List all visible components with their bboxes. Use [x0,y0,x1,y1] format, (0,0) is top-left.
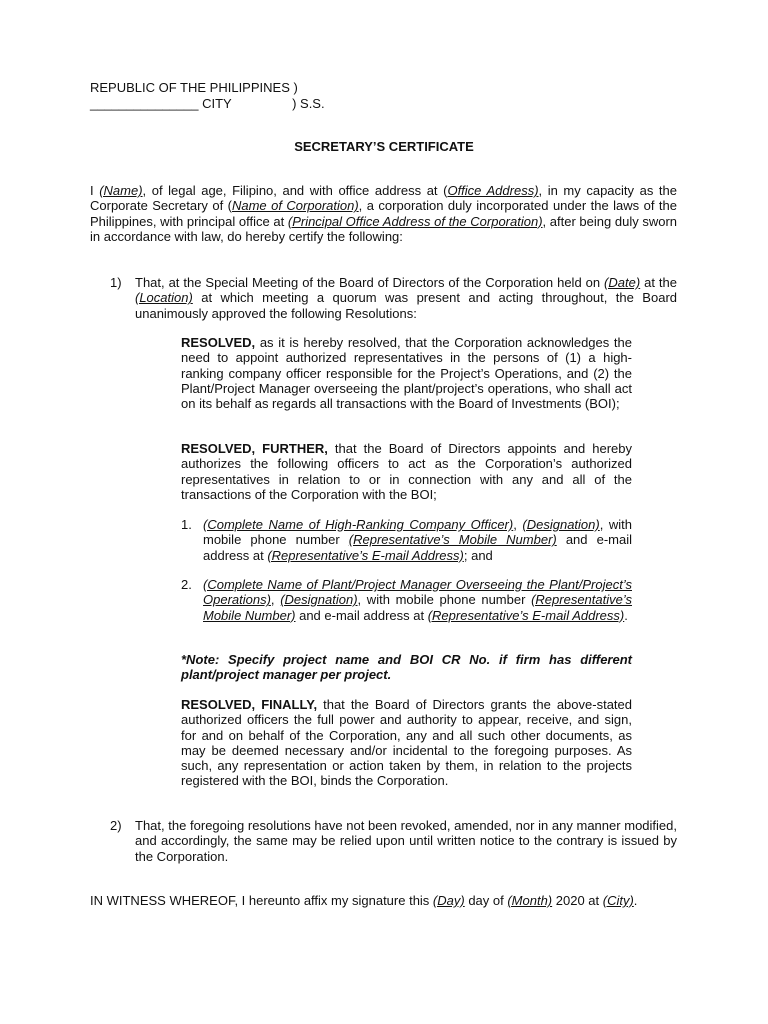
placeholder-designation: (Designation) [522,517,600,532]
list-text-part: ; and [463,547,493,563]
resolution-3 [181,697,632,789]
item-2 [110,818,677,864]
list-text-part: , with mobile phone number [357,592,532,608]
list-item-1 [181,517,632,563]
witness-text: 2020 at [552,893,603,908]
placeholder-name: (Name) [99,183,143,198]
item-number: 2) [110,818,122,833]
intro-paragraph [90,183,677,244]
intro-text: , a corporation duly incorporated under the laws of the Philippines, with principal office at [90,198,677,229]
placeholder-email: (Representative’s E-mail Address) [267,547,464,563]
placeholder-manager-name: (Complete Name of Plant/Project Manager Overseeing the Plant/Project’s Operations) [203,577,632,608]
resolution-heading: RESOLVED, FURTHER, [181,441,328,456]
venue-block [90,80,410,112]
city-blank: _______________ [90,96,199,111]
list-text [203,517,632,563]
resolution-2 [181,441,632,502]
list-text-part: and e-mail address at [295,607,428,623]
list-text-part: , [270,592,281,608]
placeholder-designation: (Designation) [280,592,358,608]
item-1 [110,275,677,321]
resolution-heading: RESOLVED, FINALLY, [181,697,318,712]
resolution-heading: RESOLVED, [181,335,256,350]
item-text: at which meeting a quorum was present and acting throughout, the Board unanimously approved the following Resolutions: [135,290,677,321]
placeholder-day: (Day) [432,893,465,908]
placeholder-city: (City) [602,893,634,908]
item-body [135,275,677,321]
intro-text: , of legal age, Filipino, and with office address at ( [142,183,448,198]
ss-label: ) S.S. [292,96,325,111]
venue-line-2 [90,96,410,112]
witness-text: IN WITNESS WHEREOF, I hereunto affix my signature this [90,893,433,908]
item-text: That, at the Special Meeting of the Board of Directors of the Corporation held on [135,275,605,290]
list-text-part: and e-mail address at [203,532,632,563]
list-number: 1. [181,517,192,532]
resolution-text: as it is hereby resolved, that the Corporation acknowledges the need to appoint authorized representatives in the persons of (1) a high-ranking company officer responsible for the Project’s Operations, and (2) the Plant/Project Manager overseeing the plant/project’s operations, who shall act on its behalf as regards all transactions with the Board of Investments (BOI); [181,335,632,412]
witness-text: day of [464,893,508,908]
venue-line-1: REPUBLIC OF THE PHILIPPINES ) [90,80,298,95]
placeholder-principal-office: (Principal Office Address of the Corporation) [287,213,543,229]
document-title: SECRETARY’S CERTIFICATE [294,139,474,154]
placeholder-date: (Date) [604,275,641,290]
placeholder-email: (Representative’s E-mail Address) [427,607,625,623]
list-text-part: , [513,517,523,532]
placeholder-mobile: (Representative’s Mobile Number) [203,592,632,623]
resolution-1 [181,335,632,411]
placeholder-corporation-name: Name of Corporation) [231,198,359,214]
witness-text: . [633,893,638,908]
placeholder-mobile: (Representative’s Mobile Number) [348,532,557,548]
list-number: 2. [181,577,192,592]
resolution-text: that the Board of Directors grants the above-stated authorized officers the full power and authority to appear, receive, and sign, for and on behalf of the Corporation, any and all such other documents, as may be deemed necessary and/or incidental to the foregoing purposes. As such, any representation or action taken by them, in relation to the projects registered with the BOI, binds the Corporation. [181,697,632,789]
list-item-2 [181,577,632,623]
placeholder-month: (Month) [507,893,553,908]
placeholder-location: (Location) [135,290,193,306]
list-text-part: , with mobile phone number [203,517,633,548]
list-text [203,577,632,623]
placeholder-office-address: Office Address) [447,183,539,198]
item-number: 1) [110,275,122,290]
placeholder-officer-name: (Complete Name of High-Ranking Company Officer) [203,517,514,532]
project-note: *Note: Specify project name and BOI CR No. if firm has different plant/project manager per project. [181,652,632,683]
intro-text: , after being duly sworn in accordance with law, do hereby certify the following: [90,213,678,244]
witness-paragraph [90,893,677,908]
intro-text: I [90,183,100,198]
list-text-part: . [624,607,628,623]
item-body: That, the foregoing resolutions have not been revoked, amended, nor in any manner modified, and accordingly, the same may be relied upon until written notice to the contrary is issued by the Corporation. [135,818,677,864]
resolution-text: that the Board of Directors appoints and hereby authorizes the following officers to act as the Corporation’s authorized representatives in relation to or in connection with any and all of the transactions of the Corporation with the BOI; [181,441,632,502]
intro-text: , in my capacity as the Corporate Secretary of ( [90,183,677,214]
item-text: at the [640,275,677,290]
city-label: CITY [202,96,232,111]
